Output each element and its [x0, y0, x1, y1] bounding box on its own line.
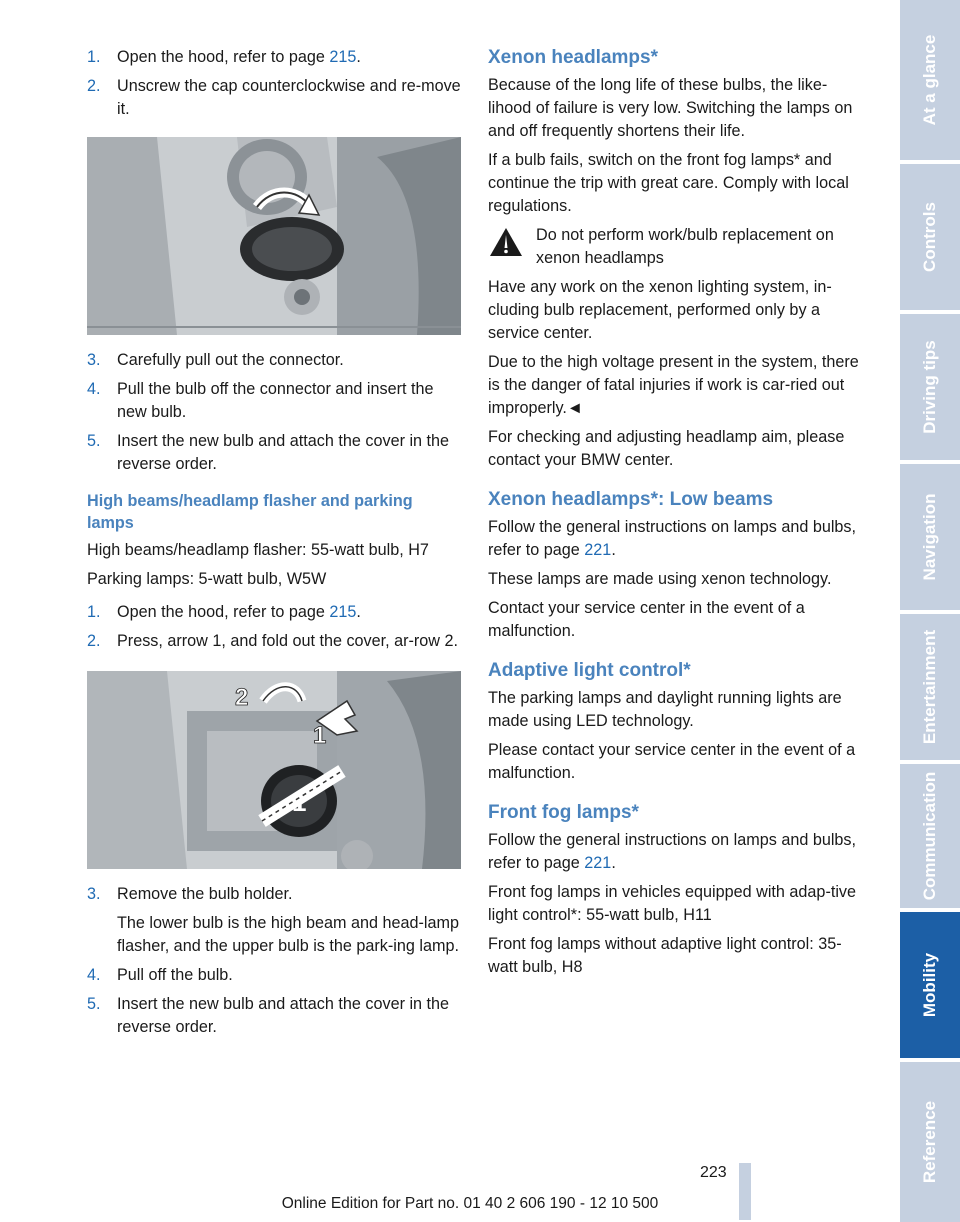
tab-label: At a glance	[920, 34, 939, 126]
fog-lamps-paragraph: Front fog lamps without adaptive light control: 35-watt bulb, H8	[488, 935, 842, 976]
step-text: Pull the bulb off the connector and insert the new bulb.	[117, 380, 434, 421]
warning-box	[488, 224, 862, 270]
step-text: Press, arrow 1, and fold out the cover, ar-row 2.	[117, 632, 458, 650]
step-item	[87, 601, 461, 624]
tab-mobility[interactable]	[900, 912, 960, 1058]
para-punct: .	[611, 541, 616, 559]
tab-controls[interactable]	[900, 164, 960, 310]
tab-communication[interactable]	[900, 764, 960, 908]
para-punct: .	[611, 854, 616, 872]
engine-bay-cap-illustration	[87, 137, 461, 335]
tab-entertainment[interactable]	[900, 614, 960, 760]
step-text: Pull off the bulb.	[117, 966, 233, 984]
engine-bay-cap-figure	[87, 137, 461, 335]
step-text: Insert the new bulb and attach the cover in the reverse order.	[117, 432, 450, 473]
step-text: Insert the new bulb and attach the cover in the reverse order.	[117, 995, 450, 1036]
xenon-paragraph: Have any work on the xenon lighting system, in-cluding bulb replacement, performed only by a service center.	[488, 278, 832, 342]
para-text: Follow the general instructions on lamps and bulbs, refer to page	[488, 831, 857, 872]
page-number: 223	[700, 1164, 727, 1181]
step-item	[87, 430, 461, 476]
page-link-215[interactable]: 215	[329, 603, 357, 621]
arrow-2-label: 2	[235, 684, 249, 711]
tab-navigation[interactable]	[900, 464, 960, 610]
step-number: 3.	[87, 351, 101, 369]
page-link-221[interactable]: 221	[584, 541, 612, 559]
tab-label: Controls	[920, 202, 939, 272]
low-beams-heading: Xenon headlamps*: Low beams	[488, 489, 774, 510]
tab-label: Reference	[920, 1100, 939, 1184]
para-text: Follow the general instructions on lamps and bulbs, refer to page	[488, 518, 857, 559]
xenon-heading: Xenon headlamps*	[488, 47, 658, 68]
step-number: 2.	[87, 632, 101, 650]
headlamp-cover-illustration	[87, 671, 461, 869]
high-beams-spec: High beams/headlamp flasher: 55-watt bulb, H7	[87, 541, 429, 559]
high-beams-heading: High beams/headlamp flasher and parking lamps	[87, 492, 413, 532]
xenon-paragraph: For checking and adjusting headlamp aim, please contact your BMW center.	[488, 428, 845, 469]
step-item	[87, 993, 461, 1039]
step-text: Remove the bulb holder.	[117, 885, 293, 903]
fog-lamps-paragraph	[488, 829, 862, 875]
warning-text: Do not perform work/bulb replacement on xenon headlamps	[536, 226, 834, 267]
step-number: 1.	[87, 48, 101, 66]
tab-label: Mobility	[920, 952, 939, 1018]
adaptive-light-heading: Adaptive light control*	[488, 660, 691, 681]
chapter-sidebar	[900, 0, 960, 1222]
tab-at-a-glance[interactable]	[900, 0, 960, 160]
left-column	[87, 46, 461, 1045]
step-item	[87, 378, 461, 424]
low-beams-paragraph: Contact your service center in the event of a malfunction.	[488, 599, 805, 640]
step-item	[87, 883, 461, 906]
xenon-paragraph: If a bulb fails, switch on the front fog lamps* and continue the trip with great care. Comply with local regulations.	[488, 151, 849, 215]
low-beams-paragraph	[488, 516, 862, 562]
headlamp-cover-figure	[87, 671, 461, 869]
step-punct: .	[356, 603, 361, 621]
adaptive-light-paragraph: Please contact your service center in the event of a malfunction.	[488, 741, 856, 782]
step-number: 4.	[87, 966, 101, 984]
step-number: 5.	[87, 995, 101, 1013]
xenon-paragraph: Due to the high voltage present in the system, there is the danger of fatal injuries if work is car-ried out improperly.◄	[488, 353, 859, 417]
footer-edition: Online Edition for Part no. 01 40 2 606 190 - 12 10 500	[281, 1195, 659, 1212]
step-number: 5.	[87, 432, 101, 450]
step-number: 3.	[87, 885, 101, 903]
low-beams-paragraph: These lamps are made using xenon technology.	[488, 570, 832, 588]
step-detail: The lower bulb is the high beam and head-lamp flasher, and the upper bulb is the park-ing lamp.	[117, 914, 459, 955]
arrow-1-label: 1	[313, 722, 327, 749]
step-text: Open the hood, refer to page	[117, 603, 330, 621]
tab-label: Communication	[920, 771, 939, 901]
xenon-paragraph: Because of the long life of these bulbs, the like-lihood of failure is very low. Switching the lamps on and off frequently shortens their life.	[488, 76, 853, 140]
tab-label: Driving tips	[920, 340, 939, 434]
warning-triangle-icon	[488, 226, 524, 258]
step-number: 4.	[87, 380, 101, 398]
step-item	[87, 75, 461, 121]
step-number: 2.	[87, 77, 101, 95]
page-link-215[interactable]: 215	[329, 48, 357, 66]
step-text: Carefully pull out the connector.	[117, 351, 344, 369]
tab-label: Navigation	[920, 493, 939, 581]
step-punct: .	[356, 48, 361, 66]
tab-driving-tips[interactable]	[900, 314, 960, 460]
adaptive-light-paragraph: The parking lamps and daylight running lights are made using LED technology.	[488, 689, 842, 730]
step-text: Open the hood, refer to page	[117, 48, 330, 66]
right-column	[488, 46, 862, 985]
page-link-221[interactable]: 221	[584, 854, 612, 872]
step-number: 1.	[87, 603, 101, 621]
step-item	[87, 46, 461, 69]
parking-lamps-spec: Parking lamps: 5-watt bulb, W5W	[87, 570, 327, 588]
step-item	[87, 630, 461, 653]
tab-label: Entertainment	[920, 629, 939, 745]
fog-lamps-heading: Front fog lamps*	[488, 802, 639, 823]
step-item	[87, 349, 461, 372]
step-item	[87, 964, 461, 987]
fog-lamps-paragraph: Front fog lamps in vehicles equipped with adap-tive light control*: 55-watt bulb, H11	[488, 883, 857, 924]
step-text: Unscrew the cap counterclockwise and re-move it.	[117, 77, 461, 118]
